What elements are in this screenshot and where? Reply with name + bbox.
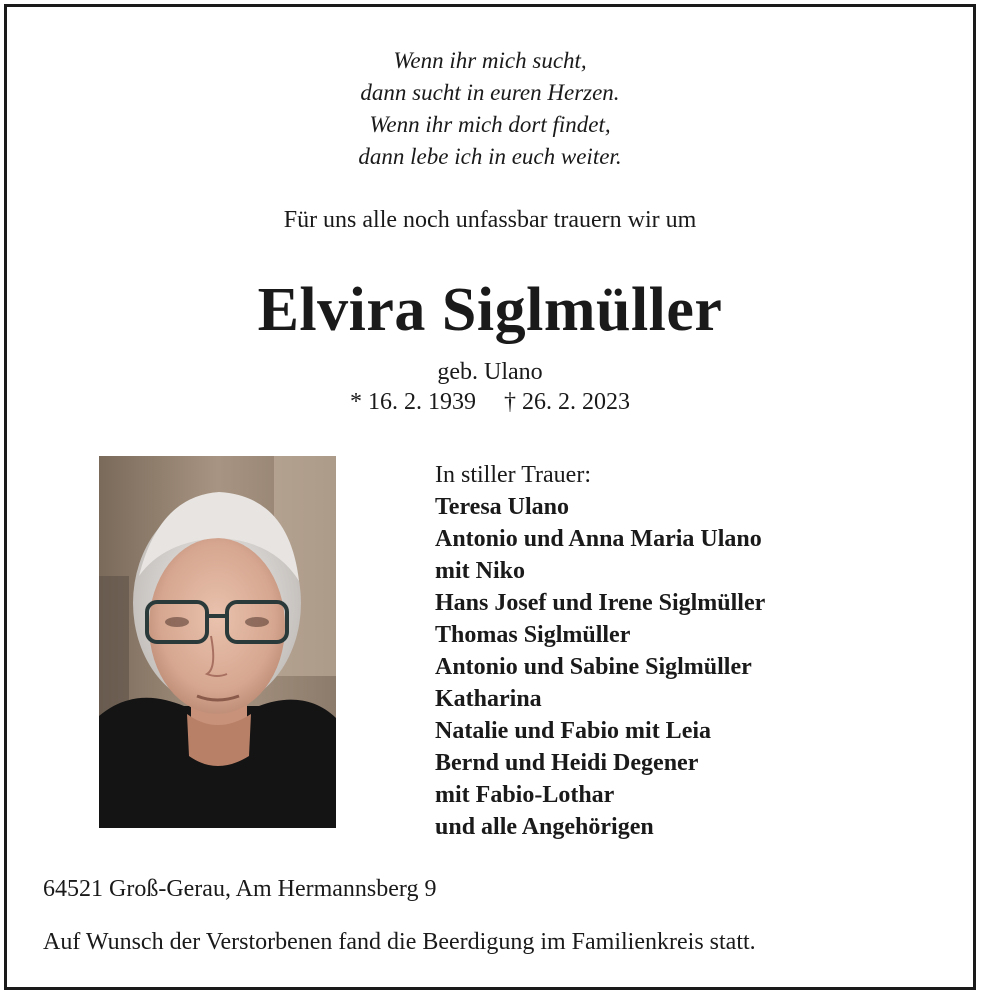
mourner-name: Katharina — [435, 686, 542, 712]
poem-line: Wenn ihr mich sucht, — [393, 48, 587, 73]
poem-line: Wenn ihr mich dort findet, — [369, 112, 611, 137]
obituary-notice — [4, 4, 976, 990]
mourner-name: Bernd und Heidi Degener — [435, 750, 699, 776]
life-dates — [7, 389, 973, 416]
funeral-note: Auf Wunsch der Verstorbenen fand die Beerdigung im Familienkreis statt. — [43, 929, 756, 955]
mourner-name: Antonio und Anna Maria Ulano — [435, 526, 762, 552]
mourner-name: Thomas Siglmüller — [435, 622, 631, 648]
portrait-photo-image — [99, 456, 336, 828]
mourner-name: Natalie und Fabio mit Leia — [435, 718, 712, 744]
poem-line: dann sucht in euren Herzen. — [360, 80, 620, 105]
mourner-name: Antonio und Sabine Siglmüller — [435, 654, 752, 680]
deceased-name: Elvira Siglmüller — [257, 276, 723, 344]
birth-date: * 16. 2. 1939 — [350, 389, 476, 415]
portrait-photo — [99, 456, 336, 828]
address: 64521 Groß-Gerau, Am Hermannsberg 9 — [43, 876, 437, 902]
poem — [7, 45, 973, 173]
mourner-name: Hans Josef und Irene Siglmüller — [435, 590, 766, 616]
mourners-heading: In stiller Trauer: — [435, 462, 591, 488]
poem-line: dann lebe ich in euch weiter. — [358, 144, 622, 169]
intro-text: Für uns alle noch unfassbar trauern wir um — [283, 207, 697, 233]
mourner-name: Teresa Ulano — [435, 494, 570, 520]
mourners-list — [435, 459, 765, 843]
death-date: † 26. 2. 2023 — [504, 389, 630, 415]
mourner-name: mit Fabio-Lothar — [435, 782, 615, 808]
maiden-name: geb. Ulano — [437, 359, 543, 385]
mourner-name: mit Niko — [435, 558, 525, 584]
mourner-name: und alle Angehörigen — [435, 814, 654, 840]
